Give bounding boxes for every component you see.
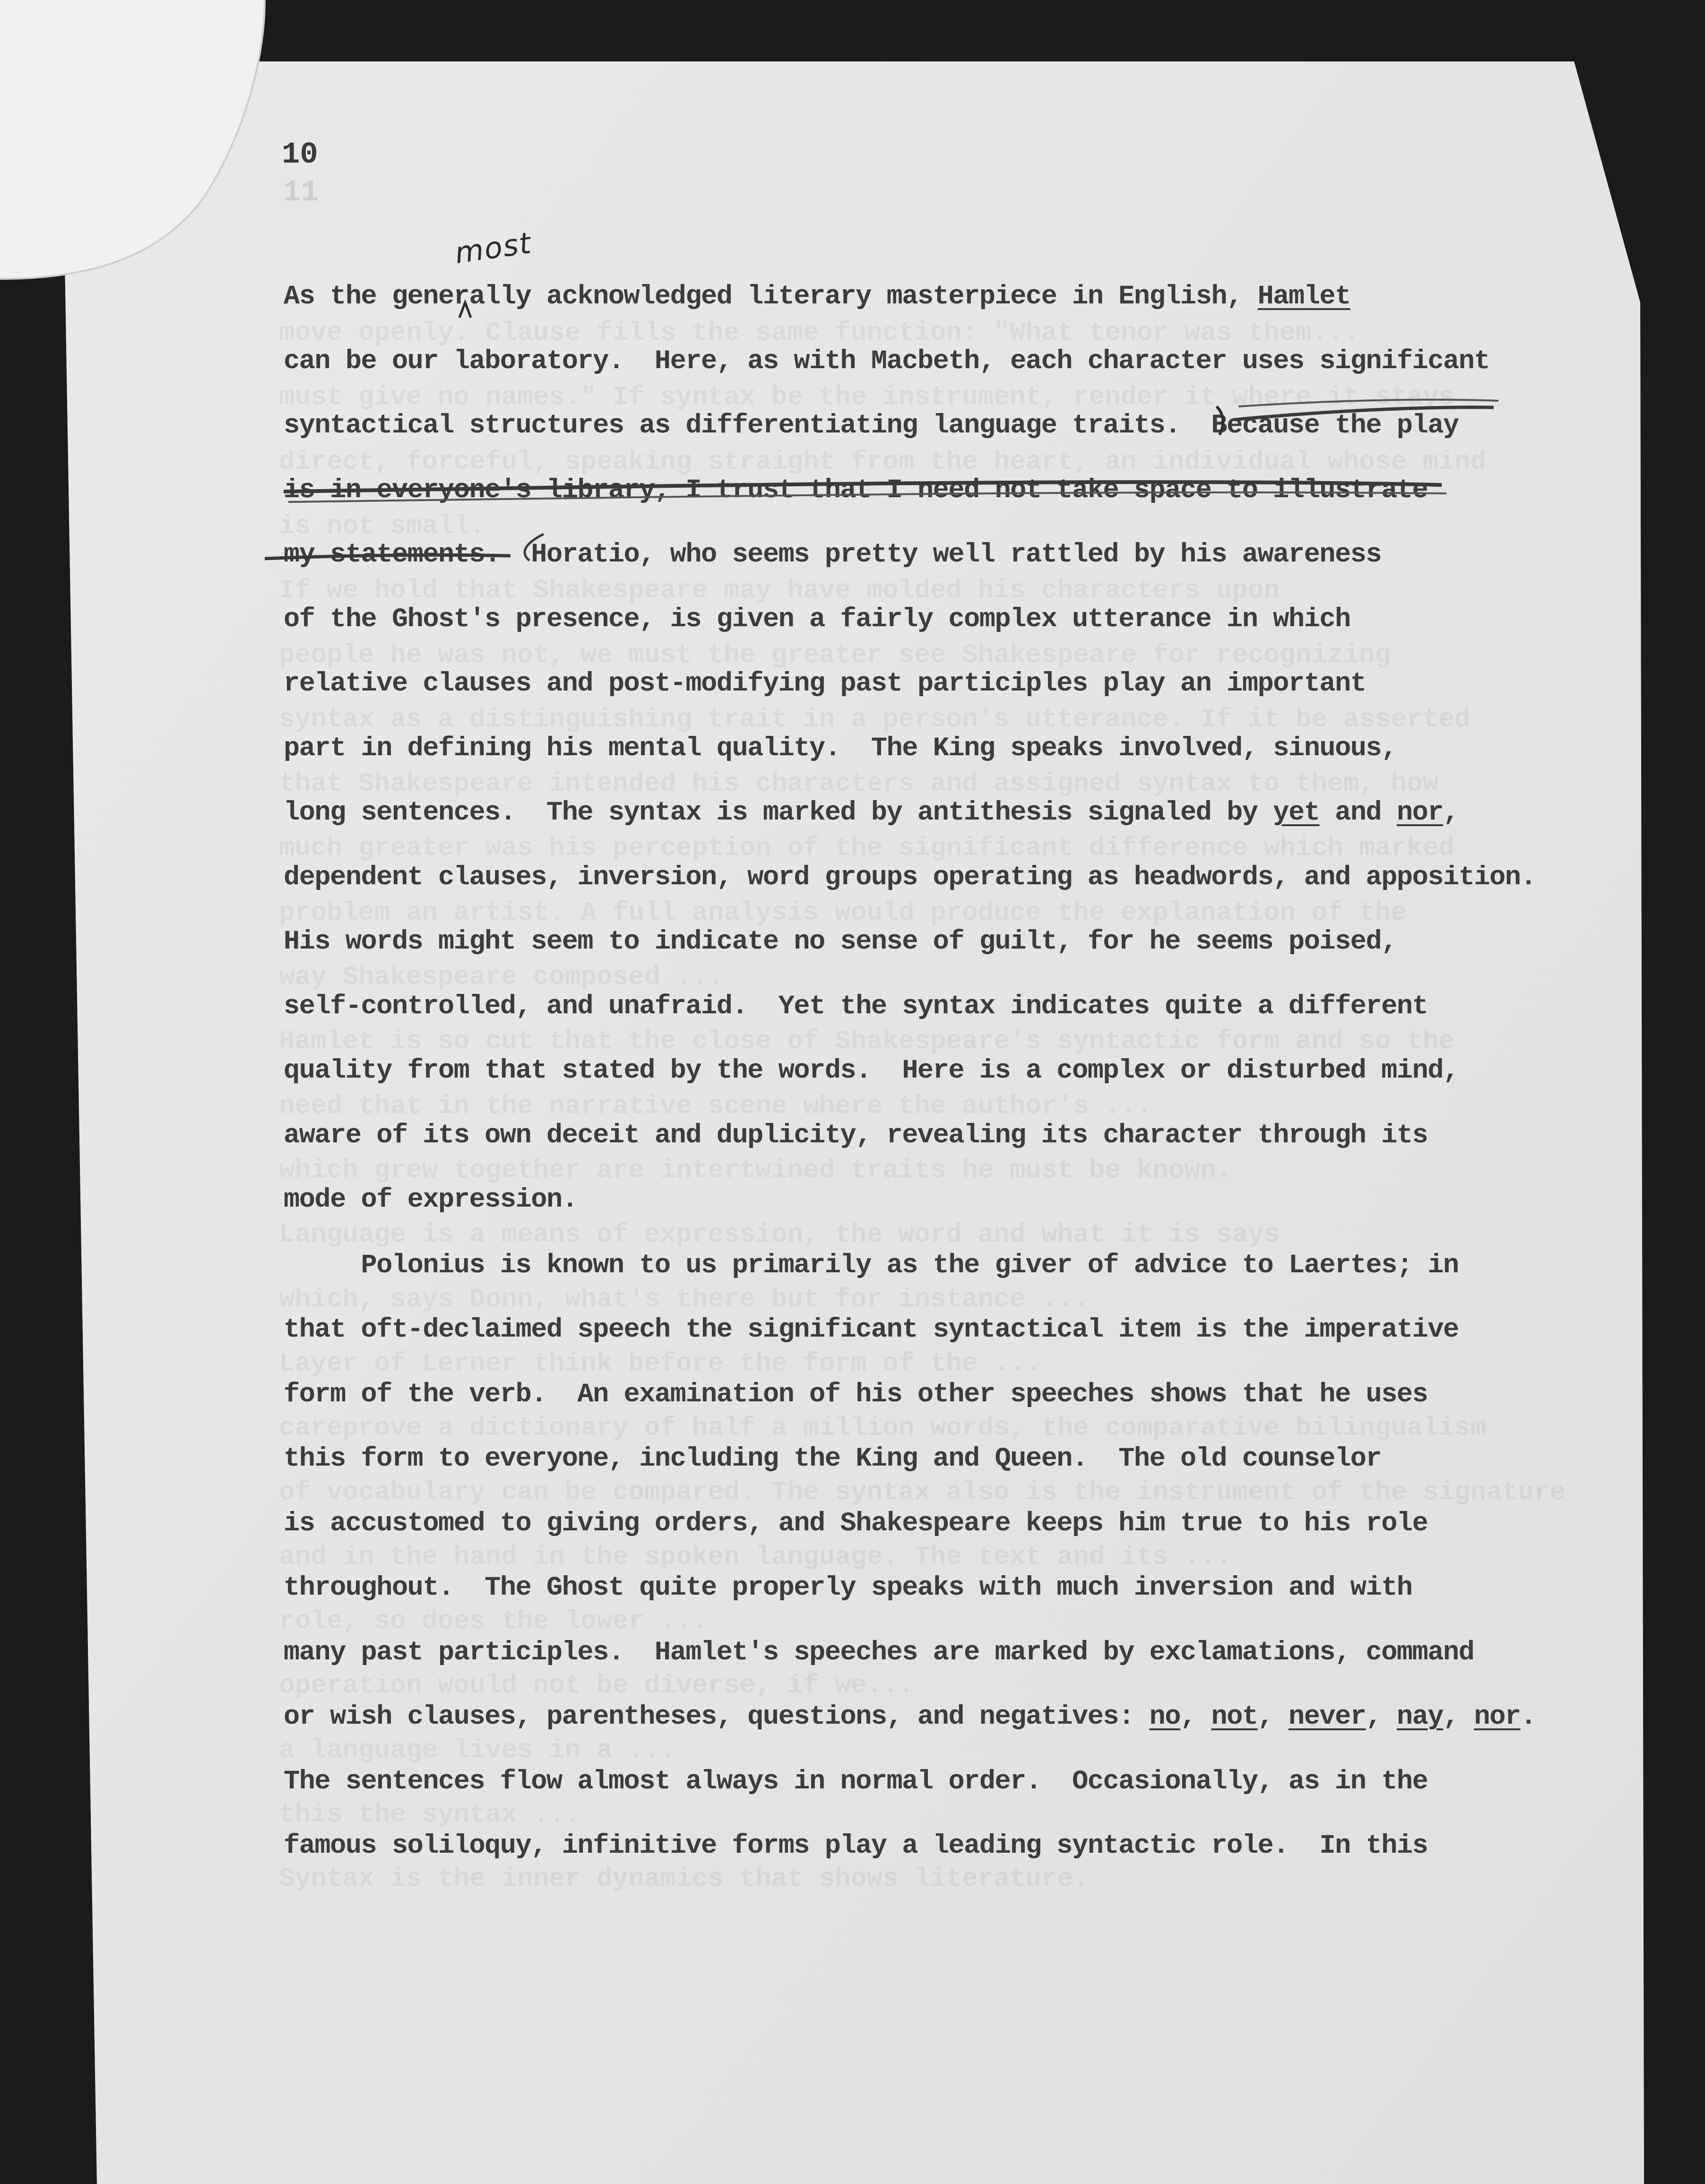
- bleed-through-line: role, so does the lower ...: [279, 1606, 708, 1636]
- bleed-through-line: syntax as a distinguishing trait in a person's utterance. If it be asserted: [279, 704, 1471, 734]
- bleed-through-line: much greater was his perception of the significant difference which marked: [279, 833, 1454, 863]
- underlined-word: nay: [1396, 1702, 1443, 1732]
- text-segment: The sentences flow almost always in normal order. Occasionally, as in the: [284, 1766, 1428, 1797]
- bleed-through-line: of vocabulary can be compared. The syntax also is the instrument of the signature: [279, 1477, 1566, 1508]
- underlined-word: not: [1211, 1702, 1258, 1732]
- text-segment: Polonius is known to us primarily as the giver of advice to Laertes; in: [284, 1250, 1459, 1281]
- underlined-word: never: [1288, 1702, 1366, 1732]
- text-segment: throughout. The Ghost quite properly speaks with much inversion and with: [284, 1573, 1412, 1603]
- text-line: [284, 1575, 1412, 1602]
- text-line: [284, 1187, 577, 1214]
- text-segment: relative clauses and post-modifying past participles play an important: [284, 669, 1366, 699]
- text-segment: form of the verb. An examination of his other speeches shows that he uses: [284, 1379, 1428, 1410]
- bleed-through-line: Hamlet is so cut that the close of Shakespeare's syntactic form and so the: [279, 1026, 1454, 1057]
- text-line: [284, 413, 1459, 440]
- text-line: [284, 671, 1366, 698]
- text-segment: long sentences. The syntax is marked by antithesis signaled by: [284, 798, 1273, 828]
- bleed-through-line: is not small.: [279, 510, 485, 541]
- text-segment: this form to everyone, including the King and Queen. The old counselor: [284, 1444, 1382, 1474]
- underlined-word: yet: [1273, 798, 1320, 828]
- bleed-through-line: way Shakespeare composed ...: [279, 962, 724, 992]
- text-segment: is in everyone's library, I trust that I need not take space to illustrate: [284, 475, 1428, 506]
- bleed-through-line: operation would not be diverse, if we...: [279, 1670, 915, 1701]
- text-line: [284, 1381, 1428, 1408]
- bleed-through-line: Syntax is the inner dynamics that shows literature.: [279, 1864, 1089, 1894]
- bleed-through-line: people he was not, we must the greater see Shakespeare for recognizing: [279, 639, 1391, 670]
- text-line: [284, 1508, 1428, 1539]
- page-number: 10: [282, 138, 318, 172]
- underlined-word: nor: [1474, 1702, 1521, 1732]
- text-segment: ,: [1180, 1702, 1212, 1732]
- text-line: [284, 1766, 1428, 1797]
- text-segment: ,: [1366, 1702, 1397, 1732]
- text-line: [284, 993, 1428, 1020]
- bleed-through-line: that Shakespeare intended his characters and assigned syntax to them, how: [279, 768, 1439, 799]
- bleed-through-line: If we hold that Shakespeare may have molded his characters upon: [279, 575, 1280, 606]
- text-line: [284, 1446, 1381, 1473]
- bleed-through-line: careprove a dictionary of half a million words, the comparative bilingualism: [279, 1413, 1487, 1443]
- text-segment: syntactical structures as differentiating language traits. Because the play: [284, 411, 1459, 441]
- text-segment: or wish clauses, parentheses, questions, and negatives:: [284, 1702, 1150, 1732]
- ghost-page-number: 11: [283, 176, 319, 210]
- text-line: [284, 929, 1397, 956]
- bleed-through-line: must give no names." If syntax be the instrument, render it where it stays: [279, 382, 1454, 413]
- text-segment: and: [1319, 798, 1397, 828]
- text-line: [284, 1704, 1536, 1731]
- text-line: [284, 284, 1350, 311]
- bleed-through-line: this the syntax ...: [279, 1799, 581, 1830]
- text-line: [284, 542, 1381, 569]
- text-segment: that oft-declaimed speech the significant syntactical item is the imperative: [284, 1315, 1459, 1345]
- text-segment: self-controlled, and unafraid. Yet the syntax indicates quite a different: [284, 991, 1428, 1022]
- text-line: [284, 1317, 1459, 1344]
- bleed-through-line: Language is a means of expression, the word and what it is says: [279, 1219, 1280, 1250]
- bleed-through-line: direct, forceful, speaking straight from the heart, an individual whose mind: [279, 446, 1487, 477]
- bleed-through-line: move openly. Clause fills the same function: "What tenor was them...: [279, 318, 1359, 348]
- text-segment: famous soliloquy, infinitive forms play a leading syntactic role. In this: [284, 1831, 1428, 1861]
- text-line: [284, 800, 1459, 827]
- text-segment: As the generally acknowledged literary masterpiece in English,: [284, 282, 1258, 312]
- bleed-through-line: which, says Donn, what's there but for instance ...: [279, 1284, 1089, 1314]
- text-segment: .: [1520, 1702, 1536, 1732]
- text-segment: can be our laboratory. Here, as with Macbeth, each character uses significant: [284, 346, 1490, 377]
- text-line: [284, 606, 1350, 633]
- text-segment: ,: [1443, 798, 1459, 828]
- text-segment: of the Ghost's presence, is given a fairly complex utterance in which: [284, 604, 1350, 635]
- underlined-word: no: [1149, 1702, 1180, 1732]
- text-line: [284, 864, 1536, 891]
- bleed-through-line: Layer of Lerner think before the form of the ...: [279, 1348, 1042, 1379]
- text-segment: aware of its own deceit and duplicity, revealing its character through its: [284, 1120, 1428, 1151]
- bleed-through-line: need that in the narrative scene where the author's ...: [279, 1090, 1153, 1121]
- bleed-through-line: a language lives in a ...: [279, 1735, 676, 1765]
- bleed-through-line: which grew together are intertwined traits he must be known.: [279, 1155, 1232, 1185]
- text-segment: is accustomed to giving orders, and Shakespeare keeps him true to his role: [284, 1508, 1428, 1539]
- text-segment: dependent clauses, inversion, word groups operating as headwords, and apposition.: [284, 862, 1536, 893]
- text-segment: His words might seem to indicate no sense of guilt, for he seems poised,: [284, 927, 1397, 957]
- text-line: [284, 348, 1489, 375]
- text-line: [284, 1833, 1428, 1860]
- text-segment: part in defining his mental quality. The King speaks involved, sinuous,: [284, 733, 1397, 764]
- underlined-word: nor: [1396, 798, 1443, 828]
- bleed-through-line: problem an artist. A full analysis would produce the explanation of the: [279, 897, 1407, 928]
- text-line: [284, 1122, 1428, 1149]
- text-line: [284, 1637, 1474, 1668]
- text-line: [284, 735, 1397, 762]
- text-segment: ,: [1443, 1702, 1474, 1732]
- text-line: [284, 1058, 1459, 1085]
- text-line: [284, 477, 1428, 504]
- paper-clip-card: [0, 0, 293, 284]
- underlined-word: Hamlet: [1257, 282, 1350, 312]
- text-segment: quality from that stated by the words. Here is a complex or disturbed mind,: [284, 1056, 1459, 1086]
- handwritten-annotation: most: [452, 225, 534, 270]
- text-segment: ,: [1257, 1702, 1289, 1732]
- text-line: [284, 1252, 1459, 1279]
- text-segment: mode of expression.: [284, 1185, 578, 1215]
- bleed-through-line: and in the hand in the spoken language. The text and its ...: [279, 1541, 1232, 1572]
- text-segment: many past participles. Hamlet's speeches are marked by exclamations, command: [284, 1637, 1474, 1668]
- text-segment: my statements. Horatio, who seems pretty well rattled by his awareness: [284, 540, 1382, 570]
